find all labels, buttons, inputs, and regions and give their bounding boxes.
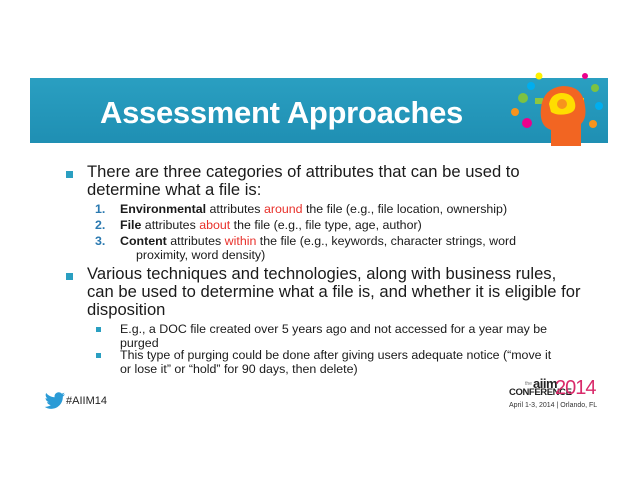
square-bullet-icon [96, 353, 101, 358]
subitem-content-line-2: proximity, word density) [136, 248, 266, 262]
logo-brand: aiim [533, 376, 558, 391]
square-bullet-icon [96, 327, 101, 332]
conference-logo [500, 374, 610, 414]
bullet-2-line-1: Various techniques and technologies, along with business rules, [87, 264, 557, 283]
subbullet-2-line-2: or lose it” or “hold” for 90 days, then delete) [120, 362, 358, 376]
bullet-2-line-3: disposition [87, 300, 166, 319]
subitem-number: 2. [95, 218, 106, 232]
twitter-bird-icon [44, 392, 66, 410]
logo-dates: April 1-3, 2014 | Orlando, FL [509, 402, 598, 409]
bullet-1-line-1: There are three categories of attributes that can be used to [87, 162, 520, 181]
square-bullet-icon [66, 171, 73, 178]
logo-the: the [525, 381, 532, 387]
subitem-content: Content attributes within the file (e.g., keywords, character strings, word [120, 234, 516, 248]
bullet-1-line-2: determine what a file is: [87, 180, 262, 199]
subitem-environmental: Environmental attributes around the file (e.g., file location, ownership) [120, 202, 508, 216]
hashtag: #AIIM14 [66, 395, 107, 407]
bullet-2-line-2: can be used to determine what a file is, and whether it is eligible for [87, 282, 581, 301]
subbullet-2-line-1: This type of purging could be done after giving users adequate notice (“move it [120, 348, 552, 362]
subitem-number: 1. [95, 202, 106, 216]
logo-year: 2014 [555, 377, 596, 399]
slide-title: Assessment Approaches [100, 95, 463, 130]
subitem-file: File attributes about the file (e.g., file type, age, author) [120, 218, 422, 232]
subbullet-1-line-1: E.g., a DOC file created over 5 years ago and not accessed for a year may be [120, 322, 548, 336]
subbullet-1-line-2: purged [120, 336, 159, 350]
square-bullet-icon [66, 273, 73, 280]
head-gears-icon [505, 68, 605, 148]
logo-conference: CONFERENCE [509, 387, 572, 398]
subitem-number: 3. [95, 234, 106, 248]
